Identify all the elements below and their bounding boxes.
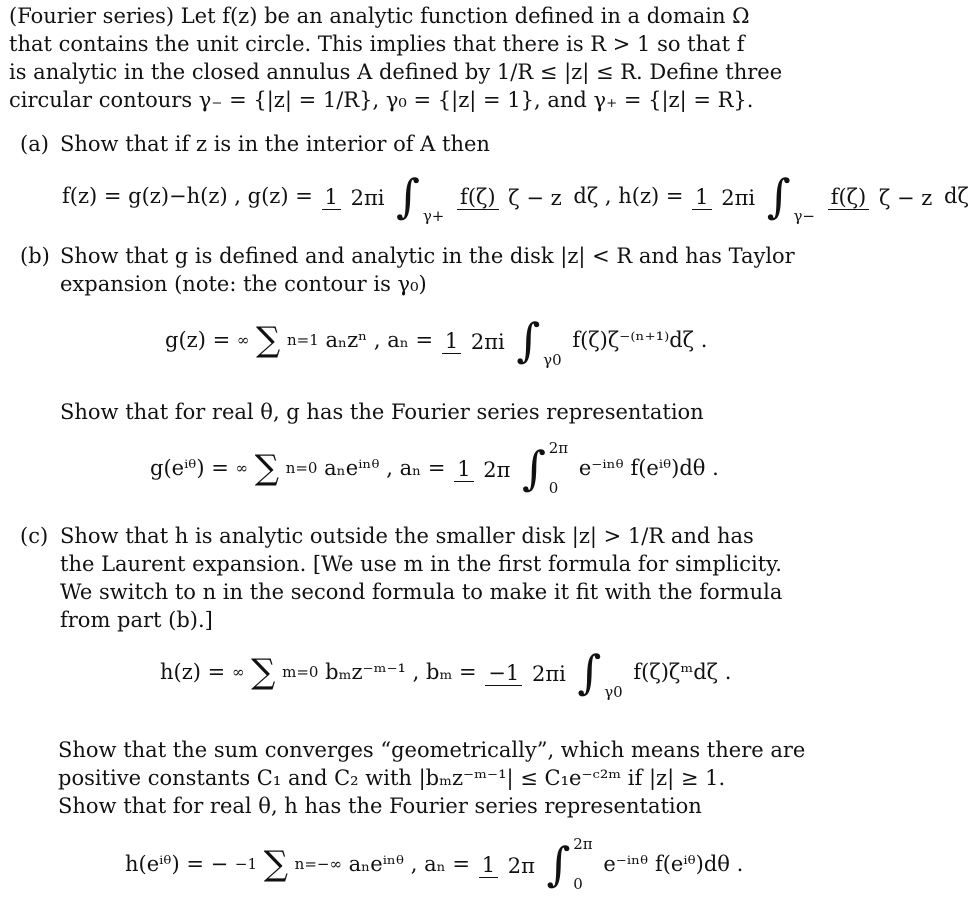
part-c-equation-2 [125,836,743,892]
part-b-eq2-sum: ∞ ∑ n=0 [235,448,318,488]
part-a-integrand-2-den: ζ − z [878,185,933,210]
part-c-eq2-lhs: h(eⁱᶿ) = − [125,852,229,876]
part-a-eq-end: dζ [944,184,969,208]
part-b-eq1-lhs: g(z) = [165,328,231,352]
part-a-eq-lhs: f(z) = g(z)−h(z) , g(z) = [62,184,313,208]
part-a-integrand-2 [828,182,936,210]
part-c-eq2-frac-num: 1 [479,853,498,878]
part-b-eq1-integrand: f(ζ)ζ⁻⁽ⁿ⁺¹⁾dζ . [572,328,708,352]
part-b-eq2-int-bot: 0 [548,479,559,497]
part-c-line-1: Show that h is analytic outside the smaller disk |z| > 1/R and has [60,524,754,548]
part-b-line-3: Show that for real θ, g has the Fourier series representation [60,400,704,424]
part-a-eq-mid: dζ , h(z) = [573,184,684,208]
part-b-eq2-int-top: 2π [548,439,569,457]
part-b-eq1-sum-top: ∞ [236,331,250,349]
part-a-frac-2 [692,182,758,210]
part-c-line-7: Show that for real θ, h has the Fourier series representation [58,794,702,818]
part-c-equation-1 [160,644,731,700]
part-c-eq1-frac [485,658,569,686]
part-a-integrand-2-num: f(ζ) [828,185,870,210]
part-b-eq2-frac-num: 1 [454,457,473,482]
part-c-eq1-frac-den: 2πi [531,661,566,686]
part-c-label: (c) [20,524,49,548]
part-b-eq2-term: aₙeⁱⁿᶿ , aₙ = [324,456,446,480]
intro-line-4: circular contours γ₋ = {|z| = 1/R}, γ₀ = {|z| = 1}, and γ₊ = {|z| = R}. [9,88,754,112]
part-b-eq2-integrand: e⁻ⁱⁿᶿ f(eⁱᶿ)dθ . [578,456,719,480]
part-a-equation [62,168,969,224]
part-b [20,242,795,296]
part-c-eq2-sum: −1 ∑ n=−∞ [234,844,342,884]
part-c-line-5: Show that the sum converges “geometrically”, which means there are [58,738,806,762]
part-b-line-1: Show that g is defined and analytic in the disk |z| < R and has Taylor [60,244,795,268]
part-c-line-2: the Laurent expansion. [We use m in the first formula for simplicity. [60,552,782,576]
part-c-eq1-sum-top: ∞ [231,663,245,681]
part-c-eq1-sum-bot: m=0 [282,663,319,681]
part-b-eq1-term: aₙzⁿ , aₙ = [325,328,434,352]
part-b-eq1-contour: γ0 [543,351,562,369]
part-a-frac-2-num: 1 [692,185,711,210]
part-c-eq2-integral: ∫ 2π 0 [546,835,593,893]
intro-paragraph [9,2,783,114]
part-b-eq2-sum-bot: n=0 [285,459,318,477]
part-b-eq2-frac [454,454,513,482]
part-c-eq1-lhs: h(z) = [160,660,226,684]
part-b-eq1-sum-bot: n=1 [287,331,319,349]
part-c-eq2-sum-bot: n=−∞ [294,855,342,873]
part-c-eq1-sum: ∞ ∑ m=0 [231,652,319,692]
part-a-contour-plus: γ+ [422,207,445,225]
part-a-label: (a) [20,132,49,156]
part-a-integral-plus: ∫ γ+ [396,169,445,225]
part-b-eq2-frac-den: 2π [483,457,511,482]
part-a-integrand-1-den: ζ − z [508,185,562,210]
part-b-eq1-frac-num: 1 [442,329,461,354]
part-a-frac-1-num: 1 [322,185,341,210]
part-c-eq2-frac-den: 2π [507,853,535,878]
part-c-eq2-frac [479,850,538,878]
part-a-frac-1-den: 2πi [350,185,385,210]
part-c-convergence [58,736,806,820]
part-b-equation-1 [165,312,707,368]
part-a [20,130,772,158]
part-b-fourier-text [60,398,812,426]
part-c-eq2-int-top: 2π [573,835,593,853]
part-b-eq1-frac-den: 2πi [470,329,505,354]
part-c-eq1-integrand: f(ζ)ζᵐdζ . [633,660,732,684]
part-b-equation-2 [150,440,719,496]
part-b-eq2-integral: ∫ 2π 0 [522,439,569,497]
part-c-line-3: We switch to n in the second formula to make it fit with the formula [60,580,783,604]
part-b-eq1-frac [442,326,508,354]
part-a-frac-1 [322,182,388,210]
part-b-label: (b) [20,244,50,268]
part-b-eq1-integral: ∫ γ0 [516,313,562,369]
part-c-line-6: positive constants C₁ and C₂ with |bₘz⁻ᵐ⁻¹| ≤ C₁e⁻ᶜ²ᵐ if |z| ≥ 1. [58,766,726,790]
part-b-eq2-sum-top: ∞ [235,459,249,477]
part-c-eq2-integrand: e⁻ⁱⁿᶿ f(eⁱᶿ)dθ . [603,852,744,876]
part-a-text: Show that if z is in the interior of A then [60,132,490,156]
intro-line-2: that contains the unit circle. This implies that there is R > 1 so that f [9,32,745,56]
part-b-eq2-lhs: g(eⁱᶿ) = [150,456,229,480]
part-c-eq2-int-bot: 0 [573,875,583,893]
part-a-integral-minus: ∫ γ− [766,169,816,225]
part-a-contour-minus: γ− [793,207,816,225]
part-c-eq1-contour: γ0 [604,683,623,701]
intro-line-3: is analytic in the closed annulus A defined by 1/R ≤ |z| ≤ R. Define three [9,60,783,84]
part-a-integrand-1-num: f(ζ) [457,185,499,210]
part-c-eq2-sum-top: −1 [234,855,258,873]
part-a-integrand-1 [457,182,565,210]
part-c-eq1-frac-num: −1 [485,661,522,686]
part-a-frac-2-den: 2πi [721,185,756,210]
part-c-eq1-term: bₘz⁻ᵐ⁻¹ , bₘ = [325,660,477,684]
part-c [20,522,783,632]
part-b-eq1-sum: ∞ ∑ n=1 [236,320,319,360]
part-c-line-4: from part (b).] [60,608,213,632]
part-c-eq2-term: aₙeⁱⁿᶿ , aₙ = [348,852,470,876]
part-b-line-2: expansion (note: the contour is γ₀) [60,272,427,296]
part-c-eq1-integral: ∫ γ0 [577,645,623,701]
intro-line-1: (Fourier series) Let f(z) be an analytic function defined in a domain Ω [9,4,750,28]
